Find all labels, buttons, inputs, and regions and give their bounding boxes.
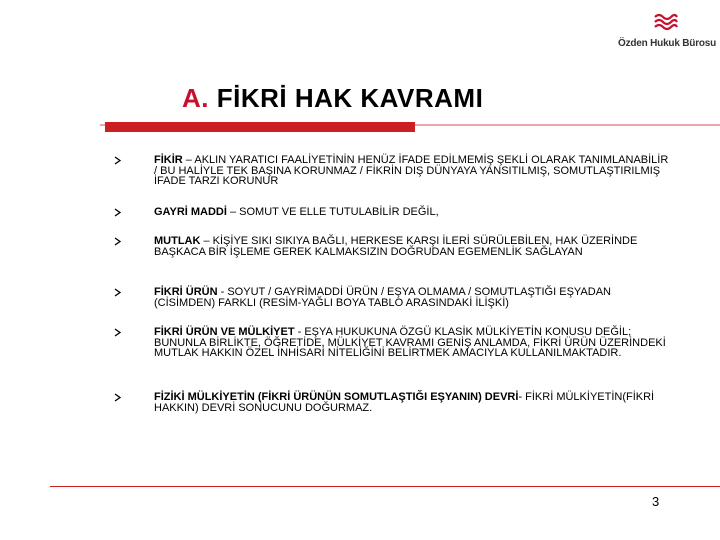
- slide-title: [182, 83, 483, 114]
- title-accent-bar: [105, 122, 415, 132]
- bullet-text: [154, 155, 674, 187]
- bullet-head: MUTLAK: [154, 235, 201, 247]
- arrow-bullet-icon: [114, 288, 122, 297]
- arrow-bullet-icon: [114, 208, 122, 217]
- arrow-bullet-icon: [114, 156, 122, 165]
- page-number: 3: [652, 494, 660, 509]
- bullet-body: – KİŞİYE SIKI SIKIYA BAĞLI, HERKESE KARŞI İLERİ SÜRÜLEBİLEN, HAK ÜZERİNDE BAŞKACA BİR İŞLEME GEREK KALMAKSIZIN DOĞRUDAN EGEMENLİK SAĞLAYAN: [154, 235, 638, 258]
- bullet-text: [154, 207, 674, 218]
- footer-divider: [50, 486, 720, 487]
- bullet-head: FİKRİ ÜRÜN: [154, 286, 218, 298]
- bullet-text: [154, 287, 674, 308]
- bullet-head: FİKRİ ÜRÜN VE MÜLKİYET: [154, 326, 295, 338]
- title-text: FİKRİ HAK KAVRAMI: [216, 83, 484, 113]
- title-prefix: A.: [182, 83, 209, 113]
- bullet-head: FİKİR: [154, 154, 183, 166]
- bullet-text: [154, 236, 674, 257]
- company-logo: [612, 8, 718, 48]
- logo-brand-text: Özden Hukuk Bürosu: [618, 38, 717, 49]
- bullet-body: - EŞYA HUKUKUNA ÖZGÜ KLASİK MÜLKİYETİN KONUSU DEĞİL; BUNUNLA BİRLİKTE, ÖĞRETİDE, MÜLKİYET KAVRAMI GENİŞ ANLAMDA, FİKRİ ÜRÜN ÜZERİNDEKİ MUTLAK HAKKIN ÖZEL İNHİSARİ NİTELİĞİNİ BELİRTMEK AMACIYLA KULLANILMAKTADIR.: [154, 326, 666, 359]
- arrow-bullet-icon: [114, 237, 122, 246]
- bullet-head: GAYRİ MADDİ: [154, 206, 227, 218]
- bullet-body: – AKLIN YARATICI FAALİYETİNİN HENÜZ İFADE EDİLMEMİŞ ŞEKLİ OLARAK TANIMLANABİLİR / BU HALİYLE TEK BAŞINA KORUNMAZ / FİKRİN DIŞ DÜNYAYA YANSITILMIŞ, SOMUTLAŞTIRILMIŞ İFADE TARZI KORUNUR: [154, 154, 669, 187]
- arrow-bullet-icon: [114, 393, 122, 402]
- bullet-body: - FİKRİ MÜLKİYETİN(FİKRİ HAKKIN) DEVRİ SONUCUNU DOĞURMAZ.: [154, 391, 655, 414]
- bullet-body: - SOYUT / GAYRİMADDİ ÜRÜN / EŞYA OLMAMA / SOMUTLAŞTIĞI EŞYADAN (CİSİMDEN) FARKLI (RESİM-YAĞLI BOYA TABLO ARASINDAKİ İLİŞKİ): [154, 286, 611, 309]
- bullet-body: – SOMUT VE ELLE TUTULABİLİR DEĞİL,: [226, 206, 439, 218]
- bullet-text: [154, 327, 674, 359]
- arrow-bullet-icon: [114, 328, 122, 337]
- bullet-text: [154, 392, 674, 413]
- logo-emblem-icon: [652, 10, 680, 34]
- bullet-head: FİZİKİ MÜLKİYETİN (FİKRİ ÜRÜNÜN SOMUTLAŞTIĞI EŞYANIN) DEVRİ: [154, 391, 519, 403]
